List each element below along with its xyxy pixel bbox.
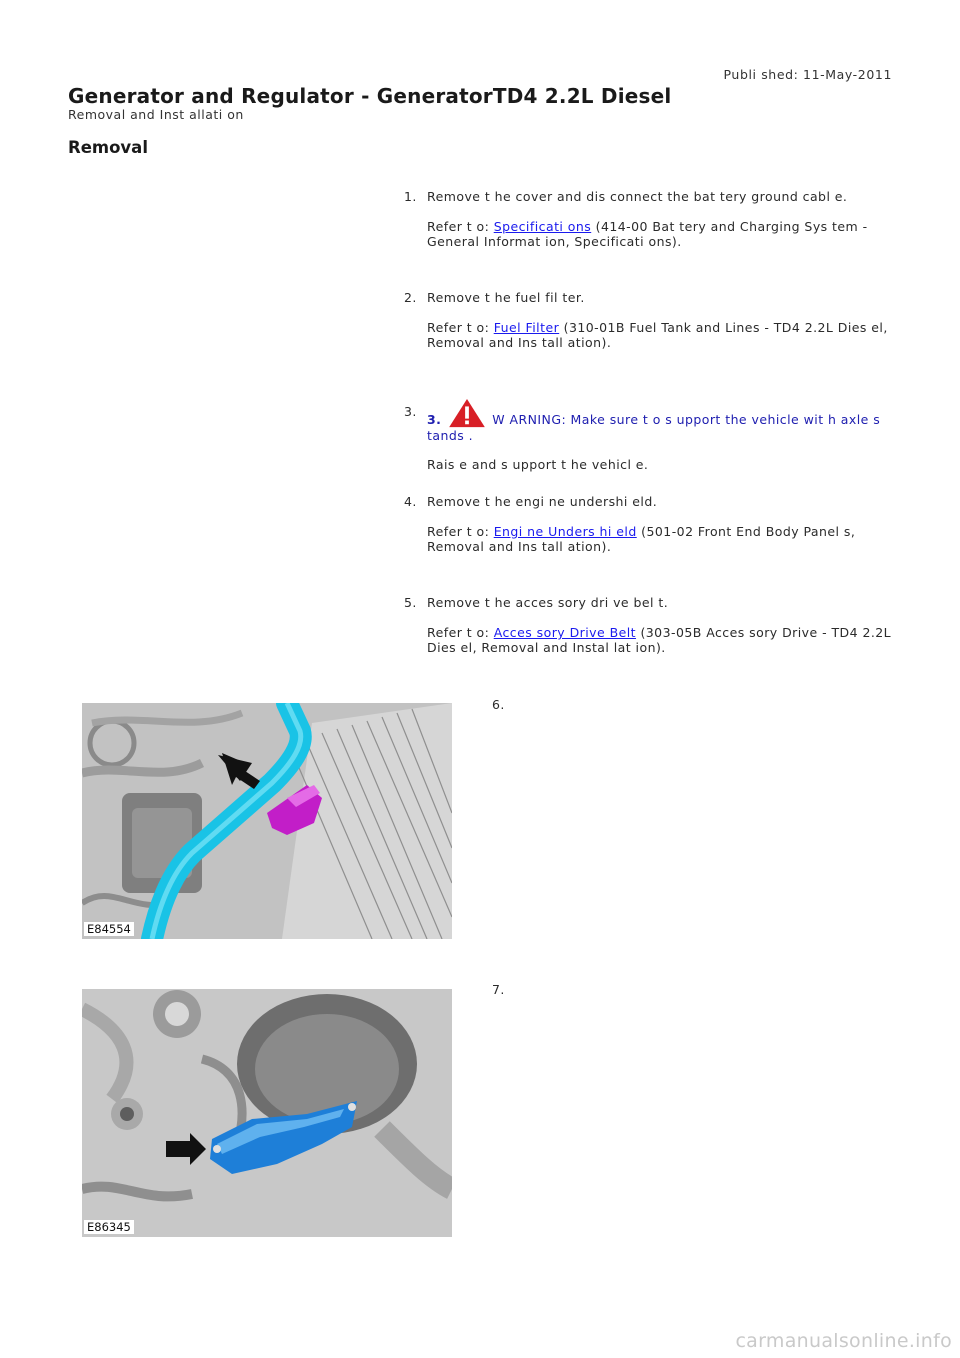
- step-reference: [427, 219, 897, 249]
- figure-label: E84554: [84, 922, 134, 936]
- reference-detail: (310-01B Fuel Tank and Lines - TD4 2.2L Dies el, Removal and Ins tall ation).: [427, 320, 888, 350]
- document-title: Generator and Regulator - GeneratorTD4 2.2L Diesel: [68, 84, 672, 108]
- warning-label: 3.: [427, 412, 442, 427]
- step-number-6: 6.: [492, 697, 505, 712]
- step-reference: [427, 524, 897, 554]
- step-number: 1.: [404, 189, 417, 204]
- refer-to-label: Refer t o:: [427, 320, 490, 335]
- engine-bay-illustration: [82, 703, 452, 939]
- step-text: Remove t he cover and dis connect the bat tery ground cabl e.: [427, 189, 848, 204]
- published-date: Publi shed: 11-May-2011: [723, 67, 892, 82]
- step-number: 2.: [404, 290, 417, 305]
- warning-icon: [448, 398, 486, 428]
- step-number: 3.: [404, 404, 417, 419]
- step-text: Remove t he acces sory dri ve bel t.: [427, 595, 669, 610]
- specifications-link[interactable]: Specificati ons: [493, 219, 592, 234]
- figure-label: E86345: [84, 1220, 134, 1234]
- step-number: 4.: [404, 494, 417, 509]
- reference-detail: (414-00 Bat tery and Charging Sys tem - General Informat ion, Specificati ons).: [427, 219, 868, 249]
- engine-undershield-link[interactable]: Engi ne Unders hi eld: [493, 524, 637, 539]
- refer-to-label: Refer t o:: [427, 625, 490, 640]
- document-subtitle: Removal and Inst allati on: [68, 107, 244, 122]
- step-text: Remove t he fuel fil ter.: [427, 290, 585, 305]
- figure-engine-bay-cooler-pipe: [82, 703, 452, 939]
- fuel-filter-link[interactable]: Fuel Filter: [493, 320, 560, 335]
- step-number: 5.: [404, 595, 417, 610]
- step-number-7: 7.: [492, 982, 505, 997]
- accessory-drive-belt-link[interactable]: Acces sory Drive Belt: [493, 625, 637, 640]
- step-reference: [427, 625, 897, 655]
- figure-underbody-bracket: [82, 989, 452, 1237]
- step-text: Rais e and s upport t he vehicl e.: [427, 457, 649, 472]
- watermark: carmanualsonline.info: [735, 1330, 952, 1352]
- underbody-illustration: [82, 989, 452, 1237]
- refer-to-label: Refer t o:: [427, 524, 490, 539]
- step-reference: [427, 320, 897, 350]
- step-text: Remove t he engi ne undershi eld.: [427, 494, 658, 509]
- reference-detail: (303-05B Acces sory Drive - TD4 2.2L Dies el, Removal and Instal lat ion).: [427, 625, 892, 655]
- section-heading-removal: Removal: [68, 138, 148, 157]
- warning-notice: [427, 398, 897, 443]
- warning-text: W ARNING: Make sure t o s upport the vehicle wit h axle s tands .: [427, 412, 881, 443]
- reference-detail: (501-02 Front End Body Panel s, Removal and Ins tall ation).: [427, 524, 856, 554]
- refer-to-label: Refer t o:: [427, 219, 490, 234]
